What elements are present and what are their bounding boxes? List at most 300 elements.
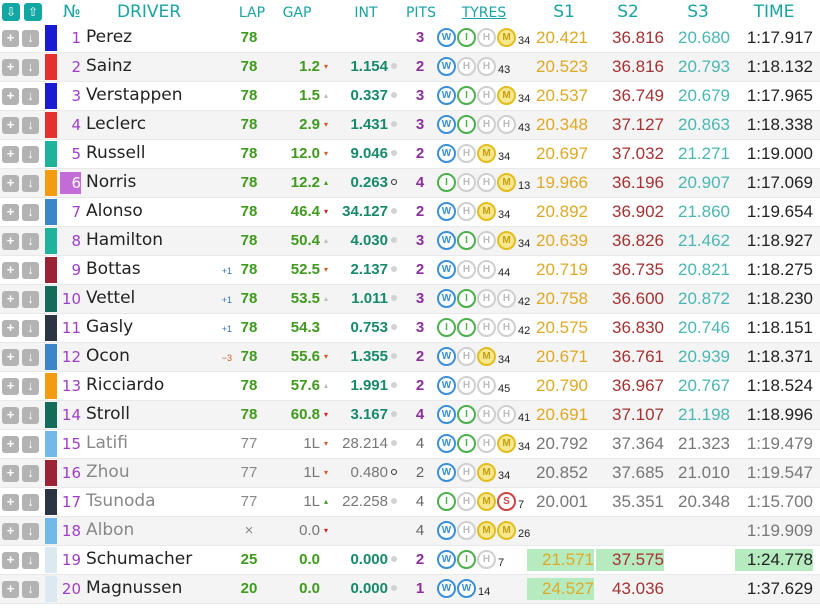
lap-time: 1:19.547 <box>746 463 813 482</box>
tyre-history <box>437 405 530 425</box>
lap-count: 78 <box>240 290 258 307</box>
table-row <box>0 401 820 430</box>
tyre-s-icon: S <box>497 492 516 511</box>
ring-icon <box>391 179 397 185</box>
tyre-h-icon: H <box>457 57 476 76</box>
gap-trend-icon: ▴ <box>323 178 328 187</box>
table-row <box>0 314 820 343</box>
gap-trend-icon: ▾ <box>323 265 328 274</box>
team-color-swatch <box>45 83 57 109</box>
sector-3-time: 20.746 <box>678 318 730 337</box>
tyre-m-icon: M <box>477 521 496 540</box>
header-tyres[interactable]: TYRES <box>461 5 507 21</box>
position-number: 1 <box>71 29 81 47</box>
gap-trend-icon: ▾ <box>323 468 328 477</box>
gap-value: 1L <box>303 493 320 510</box>
dot-icon <box>391 324 397 330</box>
tyre-i-icon: I <box>457 318 476 337</box>
team-color-swatch <box>45 576 57 602</box>
sector-3-time: 20.863 <box>678 115 730 134</box>
dot-icon <box>391 266 397 272</box>
lap-count: 78 <box>240 203 258 220</box>
position-number: 8 <box>71 232 81 250</box>
lap-count: 78 <box>240 174 258 191</box>
tyre-i-icon: I <box>437 173 456 192</box>
lap-count: 78 <box>240 58 258 75</box>
tyre-laps: 34 <box>518 35 531 47</box>
position-number: 11 <box>61 319 81 337</box>
position-number: 16 <box>61 464 81 482</box>
driver-name[interactable]: Bottas <box>86 259 141 279</box>
add-button[interactable]: + <box>2 465 19 482</box>
tyre-m-icon: M <box>497 173 516 192</box>
add-button[interactable]: + <box>2 436 19 453</box>
status-dot-icon <box>390 266 398 274</box>
status-dot-icon <box>390 353 398 361</box>
position-number: 15 <box>61 435 81 453</box>
move-down-button[interactable]: ↓ <box>22 523 39 540</box>
position-number: 20 <box>61 580 81 598</box>
team-color-swatch <box>45 489 57 515</box>
lap-count: 78 <box>240 87 258 104</box>
position-number: 2 <box>71 58 81 76</box>
tyre-h-icon: H <box>477 173 496 192</box>
dot-icon <box>391 150 397 156</box>
header-int[interactable]: INT <box>354 5 378 21</box>
tyre-w-icon: W <box>437 579 456 598</box>
dot-icon <box>391 411 397 417</box>
tyre-w-icon: W <box>437 86 456 105</box>
sector-3-time: 21.323 <box>678 434 730 453</box>
sector-1-time: 20.892 <box>536 202 588 221</box>
tyre-w-icon: W <box>437 57 456 76</box>
tyre-h-icon: H <box>477 434 496 453</box>
header-pos[interactable]: № <box>63 2 81 22</box>
tyre-history <box>437 376 510 396</box>
driver-name[interactable]: Stroll <box>86 404 130 424</box>
sector-3-time: 21.010 <box>678 463 730 482</box>
interval-value: 0.000 <box>350 551 388 568</box>
driver-name[interactable]: Magnussen <box>86 578 183 598</box>
interval-value: 0.000 <box>350 580 388 597</box>
tyre-h-icon: H <box>477 318 496 337</box>
team-color-swatch <box>45 228 57 254</box>
gap-trend-icon: ▾ <box>323 207 328 216</box>
table-row <box>0 343 820 372</box>
sector-3-time: 20.907 <box>678 173 730 192</box>
header-pits[interactable]: PITS <box>405 5 436 21</box>
move-down-button[interactable]: ↓ <box>22 88 39 105</box>
sector-3-time: 21.860 <box>678 202 730 221</box>
lap-count: 78 <box>240 232 258 249</box>
header-s3[interactable]: S3 <box>687 2 709 22</box>
dot-icon <box>391 208 397 214</box>
team-color-swatch <box>45 547 57 573</box>
gap-value: 52.5 <box>290 261 320 278</box>
team-color-swatch <box>45 431 57 457</box>
sector-2-time: 37.107 <box>612 405 664 424</box>
move-down-button[interactable]: ↓ <box>22 175 39 192</box>
position-number: 14 <box>61 406 81 424</box>
team-color-swatch <box>45 54 57 80</box>
tyre-w-icon: W <box>457 579 476 598</box>
tyre-m-icon: M <box>497 434 516 453</box>
tyre-h-icon: H <box>497 318 516 337</box>
table-row <box>0 546 820 575</box>
position-change: +1 <box>221 266 232 276</box>
tyre-w-icon: W <box>437 115 456 134</box>
tyre-m-icon: M <box>497 28 516 47</box>
tyre-laps: 41 <box>518 412 531 424</box>
drs-ring-icon <box>390 469 398 477</box>
sector-1-time: 20.852 <box>536 463 588 482</box>
team-color-swatch <box>45 286 57 312</box>
driver-name[interactable]: Ocon <box>86 346 130 366</box>
driver-name[interactable]: Ricciardo <box>86 375 165 395</box>
position-number: 12 <box>61 348 81 366</box>
add-button[interactable]: + <box>2 552 19 569</box>
gap-value: 60.8 <box>290 406 320 423</box>
move-down-button[interactable]: ↓ <box>22 436 39 453</box>
tyre-laps: 13 <box>518 180 531 192</box>
sector-2-time: 43.036 <box>612 579 664 598</box>
driver-name[interactable]: Latifi <box>86 433 128 453</box>
lap-count: 78 <box>240 116 258 133</box>
move-down-button[interactable]: ↓ <box>22 407 39 424</box>
sector-1-time: 20.671 <box>536 347 588 366</box>
add-button[interactable]: + <box>2 320 19 337</box>
sector-2-time: 36.826 <box>612 231 664 250</box>
move-down-button[interactable]: ↓ <box>22 146 39 163</box>
pit-count: 3 <box>415 290 425 307</box>
sector-2-time: 36.967 <box>612 376 664 395</box>
gap-value: 0.0 <box>299 580 320 597</box>
lap-count: 78 <box>240 145 258 162</box>
move-down-button[interactable]: ↓ <box>22 349 39 366</box>
tyre-laps: 34 <box>518 93 531 105</box>
status-dot-icon <box>390 498 398 506</box>
lap-time: 1:19.000 <box>746 144 813 163</box>
team-color-swatch <box>45 141 57 167</box>
gap-trend-icon: ▴ <box>323 381 328 390</box>
tyre-i-icon: I <box>457 86 476 105</box>
sector-3-time: 20.872 <box>678 289 730 308</box>
position-number: 5 <box>71 145 81 163</box>
position-number: 7 <box>71 203 81 221</box>
pit-count: 3 <box>415 29 425 46</box>
position-change: −3 <box>221 353 232 363</box>
tyre-history <box>437 260 510 280</box>
move-down-button[interactable]: ↓ <box>22 204 39 221</box>
driver-name[interactable]: Alonso <box>86 201 143 221</box>
lap-count: 78 <box>240 29 258 46</box>
driver-name[interactable]: Zhou <box>86 462 130 482</box>
pit-count: 4 <box>415 406 425 423</box>
gap-value: 55.6 <box>290 348 320 365</box>
pit-count: 3 <box>415 319 425 336</box>
add-button[interactable]: + <box>2 291 19 308</box>
gap-value: 1L <box>303 435 320 452</box>
gap-trend-icon: ▾ <box>323 410 328 419</box>
team-color-swatch <box>45 25 57 51</box>
gap-trend-icon: ▴ <box>323 497 328 506</box>
pit-count: 2 <box>415 551 425 568</box>
gap-trend-icon: ▴ <box>323 91 328 100</box>
dot-icon <box>391 121 397 127</box>
move-down-button[interactable]: ↓ <box>22 59 39 76</box>
table-row <box>0 227 820 256</box>
header-time[interactable]: TIME <box>753 2 795 22</box>
move-down-button[interactable]: ↓ <box>22 465 39 482</box>
table-row <box>0 53 820 82</box>
sector-2-time: 36.902 <box>612 202 664 221</box>
header-lap[interactable]: LAP <box>238 5 266 21</box>
team-color-swatch <box>45 170 57 196</box>
gap-value: 1L <box>303 464 320 481</box>
move-down-button[interactable]: ↓ <box>22 291 39 308</box>
tyre-i-icon: I <box>457 231 476 250</box>
lap-time: 1:17.917 <box>746 28 813 47</box>
move-down-button[interactable]: ↓ <box>22 30 39 47</box>
gap-value: 0.0 <box>299 551 320 568</box>
tyre-i-icon: I <box>457 289 476 308</box>
tyre-laps: 34 <box>518 238 531 250</box>
pit-count: 3 <box>415 116 425 133</box>
driver-name[interactable]: Albon <box>86 520 135 540</box>
pit-count: 2 <box>415 145 425 162</box>
lap-count: × <box>244 522 254 539</box>
tyre-history <box>437 28 530 48</box>
add-button[interactable]: + <box>2 407 19 424</box>
add-button[interactable]: + <box>2 59 19 76</box>
tyre-h-icon: H <box>477 260 496 279</box>
add-button[interactable]: + <box>2 175 19 192</box>
tyre-laps: 42 <box>518 296 531 308</box>
gap-trend-icon: ▾ <box>323 352 328 361</box>
lap-time: 1:18.230 <box>746 289 813 308</box>
tyre-w-icon: W <box>437 463 456 482</box>
team-color-swatch <box>45 315 57 341</box>
add-button[interactable]: + <box>2 378 19 395</box>
gap-value: 12.2 <box>290 174 320 191</box>
table-row <box>0 169 820 198</box>
driver-name[interactable]: Vettel <box>86 288 136 308</box>
gap-trend-icon: ▾ <box>323 62 328 71</box>
pit-count: 4 <box>415 493 425 510</box>
add-button[interactable]: + <box>2 349 19 366</box>
dot-icon <box>391 237 397 243</box>
move-down-button[interactable]: ↓ <box>22 262 39 279</box>
gap-value: 12.0 <box>290 145 320 162</box>
interval-value: 1.355 <box>350 348 388 365</box>
status-dot-icon <box>390 208 398 216</box>
gap-trend-icon: ▴ <box>323 294 328 303</box>
header-s1[interactable]: S1 <box>553 2 575 22</box>
team-color-swatch <box>45 344 57 370</box>
position-number: 3 <box>71 87 81 105</box>
driver-name[interactable]: Norris <box>86 172 137 192</box>
add-button[interactable]: + <box>2 117 19 134</box>
add-button[interactable]: + <box>2 88 19 105</box>
tyre-h-icon: H <box>457 463 476 482</box>
add-button[interactable]: + <box>2 204 19 221</box>
lap-time: 1:18.371 <box>746 347 813 366</box>
table-row <box>0 517 820 546</box>
tyre-h-icon: H <box>457 173 476 192</box>
tyre-history <box>437 347 510 367</box>
tyre-m-icon: M <box>477 347 496 366</box>
tyre-laps: 7 <box>498 557 505 569</box>
tyre-history <box>437 521 530 541</box>
sector-2-time: 36.735 <box>612 260 664 279</box>
sector-2-time: 37.032 <box>612 144 664 163</box>
sector-1-time: 20.001 <box>536 492 588 511</box>
table-row <box>0 459 820 488</box>
tyre-i-icon: I <box>457 115 476 134</box>
add-button[interactable]: + <box>2 146 19 163</box>
lap-count: 77 <box>240 493 258 510</box>
tyre-history <box>437 550 504 570</box>
tyre-laps: 26 <box>518 528 531 540</box>
lap-time: 1:18.927 <box>746 231 813 250</box>
table-row <box>0 140 820 169</box>
header-s2[interactable]: S2 <box>617 2 639 22</box>
tyre-h-icon: H <box>457 376 476 395</box>
driver-name[interactable]: Gasly <box>86 317 134 337</box>
tyre-h-icon: H <box>497 289 516 308</box>
move-down-button[interactable]: ↓ <box>22 320 39 337</box>
sort-up-icon[interactable]: ⇧ <box>24 3 42 21</box>
sector-2-time: 36.196 <box>612 173 664 192</box>
tyre-laps: 34 <box>498 151 511 163</box>
sector-1-time: 20.691 <box>536 405 588 424</box>
tyre-h-icon: H <box>477 231 496 250</box>
dot-icon <box>391 382 397 388</box>
gap-value: 1.2 <box>299 58 320 75</box>
driver-name[interactable]: Schumacher <box>86 549 193 569</box>
lap-time: 1:19.479 <box>746 434 813 453</box>
sector-2-time: 36.816 <box>612 28 664 47</box>
table-row <box>0 372 820 401</box>
team-color-swatch <box>45 199 57 225</box>
tyre-h-icon: H <box>457 521 476 540</box>
interval-value: 1.011 <box>351 290 388 307</box>
sector-1-time: 20.792 <box>536 434 588 453</box>
add-button[interactable]: + <box>2 30 19 47</box>
driver-name[interactable]: Sainz <box>86 56 132 76</box>
team-color-swatch <box>45 460 57 486</box>
move-down-button[interactable]: ↓ <box>22 581 39 598</box>
tyre-w-icon: W <box>437 434 456 453</box>
tyre-w-icon: W <box>437 289 456 308</box>
lap-count: 77 <box>240 464 258 481</box>
team-color-swatch <box>45 112 57 138</box>
sector-2-time: 35.351 <box>612 492 664 511</box>
tyre-h-icon: H <box>497 405 516 424</box>
sector-2-time: 36.830 <box>612 318 664 337</box>
header-gap[interactable]: GAP <box>282 5 312 21</box>
tyre-history <box>437 318 530 338</box>
lap-count: 78 <box>240 348 258 365</box>
position-change: +1 <box>221 295 232 305</box>
status-dot-icon <box>390 63 398 71</box>
move-down-button[interactable]: ↓ <box>22 117 39 134</box>
position-number: 19 <box>61 551 81 569</box>
interval-value: 0.263 <box>350 174 388 191</box>
driver-name[interactable]: Russell <box>86 143 146 163</box>
lap-time: 1:24.778 <box>735 549 813 571</box>
add-button[interactable]: + <box>2 233 19 250</box>
tyre-w-icon: W <box>437 521 456 540</box>
driver-name[interactable]: Perez <box>86 27 133 47</box>
tyre-laps: 34 <box>498 209 511 221</box>
table-row <box>0 111 820 140</box>
tyre-m-icon: M <box>497 86 516 105</box>
tyre-m-icon: M <box>497 521 516 540</box>
lap-time: 1:19.654 <box>746 202 813 221</box>
add-button[interactable]: + <box>2 523 19 540</box>
lap-time: 1:18.275 <box>746 260 813 279</box>
driver-name[interactable]: Verstappen <box>86 85 183 105</box>
position-number: 9 <box>71 261 81 279</box>
driver-name[interactable]: Tsunoda <box>86 491 156 511</box>
tyre-history <box>437 173 530 193</box>
move-down-button[interactable]: ↓ <box>22 552 39 569</box>
add-button[interactable]: + <box>2 581 19 598</box>
sort-down-icon[interactable]: ⇩ <box>2 3 20 21</box>
sector-2-time: 37.127 <box>612 115 664 134</box>
move-down-button[interactable]: ↓ <box>22 233 39 250</box>
move-down-button[interactable]: ↓ <box>22 378 39 395</box>
table-row <box>0 430 820 459</box>
sector-1-time: 20.639 <box>536 231 588 250</box>
sector-3-time: 20.821 <box>678 260 730 279</box>
gap-trend-icon: ▴ <box>323 236 328 245</box>
team-color-swatch <box>45 518 57 544</box>
tyre-m-icon: M <box>497 231 516 250</box>
sector-3-time: 20.767 <box>678 376 730 395</box>
move-down-button[interactable]: ↓ <box>22 494 39 511</box>
pit-count: 4 <box>415 435 425 452</box>
tyre-history <box>437 144 510 164</box>
sector-2-time: 37.685 <box>612 463 664 482</box>
lap-time: 1:17.965 <box>746 86 813 105</box>
driver-name[interactable]: Leclerc <box>86 114 147 134</box>
pit-count: 1 <box>415 580 425 597</box>
lap-count: 25 <box>240 551 258 568</box>
gap-value: 2.9 <box>299 116 320 133</box>
tyre-w-icon: W <box>437 202 456 221</box>
header-driver[interactable]: DRIVER <box>116 2 182 22</box>
sector-1-time: 20.758 <box>536 289 588 308</box>
table-row <box>0 488 820 517</box>
tyre-history <box>437 492 524 512</box>
dot-icon <box>391 92 397 98</box>
lap-count: 78 <box>240 406 258 423</box>
tyre-h-icon: H <box>497 115 516 134</box>
add-button[interactable]: + <box>2 494 19 511</box>
add-button[interactable]: + <box>2 262 19 279</box>
interval-value: 9.046 <box>350 145 388 162</box>
position-number: 18 <box>61 522 81 540</box>
sector-1-time: 24.527 <box>527 578 594 600</box>
dot-icon <box>391 498 397 504</box>
gap-value: 0.0 <box>299 522 320 539</box>
tyre-h-icon: H <box>477 405 496 424</box>
dot-icon <box>391 556 397 562</box>
tyre-h-icon: H <box>457 144 476 163</box>
driver-name[interactable]: Hamilton <box>86 230 164 250</box>
